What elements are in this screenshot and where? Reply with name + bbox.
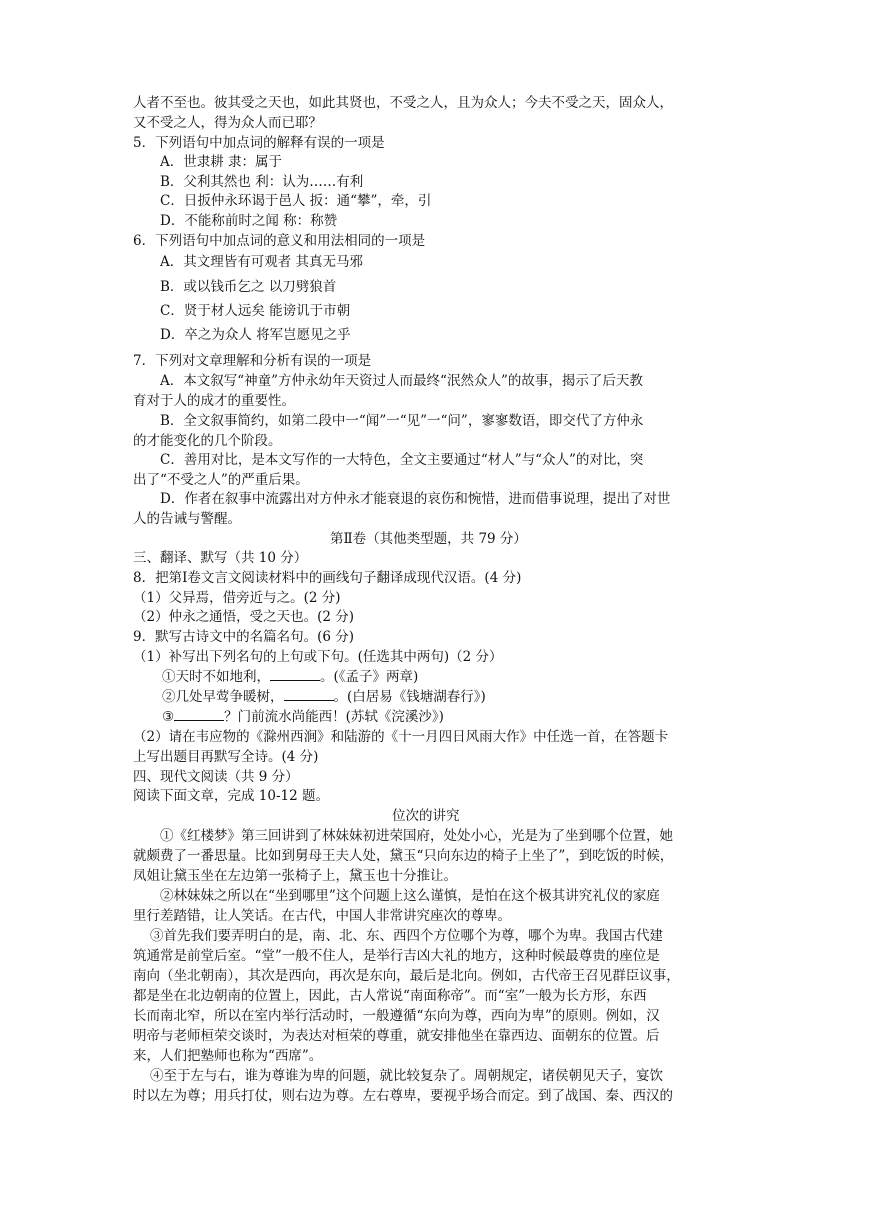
line-text: C．贤于材人远矣 能谤讥于市朝 <box>160 303 351 319</box>
text-line <box>133 947 660 966</box>
text-line <box>133 728 668 747</box>
line-text-tail: 。(《孟子》两章) <box>320 669 419 685</box>
line-text: 都是坐在北边朝南的位置上，因此，古人常说“南面称帝”。而“室”一般为长方形，东西 <box>133 988 647 1004</box>
answer-blank[interactable] <box>270 668 320 681</box>
text-line <box>160 326 351 345</box>
text-line <box>133 232 425 251</box>
text-line <box>160 278 336 297</box>
text-line <box>160 451 643 470</box>
text-line <box>133 608 354 627</box>
line-text: ①《红楼梦》第三回讲到了林妹妹初进荣国府，处处小心，光是为了坐到哪个位置，她 <box>160 828 673 844</box>
text-line <box>133 392 295 411</box>
line-text: 明帝与老师桓荣交谈时，为表达对桓荣的尊重，就安排他坐在靠西边、面朝东的位置。后 <box>133 1028 660 1044</box>
line-text: 第Ⅱ卷（其他类型题，共 79 分） <box>330 531 527 547</box>
text-line <box>133 768 299 787</box>
line-text: B．或以钱币乞之 以刀劈狼首 <box>160 279 337 295</box>
line-text: 四、现代文阅读（共 9 分） <box>133 769 299 785</box>
text-line <box>392 807 460 826</box>
text-line <box>162 668 418 687</box>
answer-blank[interactable] <box>284 688 334 701</box>
text-line <box>160 212 337 231</box>
line-text: 三、翻译、默写（共 10 分） <box>133 550 308 566</box>
text-line <box>133 1087 673 1106</box>
text-line <box>133 569 521 588</box>
line-text: ②林妹妹之所以在“坐到哪里”这个问题上这么谨慎，是怕在这个极其讲究礼仪的家庭 <box>160 888 660 904</box>
line-text: A．世隶耕 隶：属于 <box>160 154 283 170</box>
text-line <box>160 153 282 172</box>
line-text: 人的告诫与警醒。 <box>133 511 241 527</box>
text-line <box>133 432 282 451</box>
line-text: 7．下列对文章理解和分析有误的一项是 <box>133 353 372 369</box>
line-text: 筑通常是前堂后室。“堂”一般不住人，是举行吉凶大礼的地方，这种时候最尊贵的座位是 <box>133 948 660 964</box>
text-line <box>133 134 385 153</box>
line-text: 凤姐让黛玉坐在左边第一张椅子上，黛玉也十分推让。 <box>133 868 457 884</box>
line-text: 的才能变化的几个阶段。 <box>133 433 282 449</box>
line-text: ③首先我们要弄明白的是，南、北、东、西四个方位哪个为尊，哪个为卑。我国古代建 <box>150 928 663 944</box>
text-line <box>330 530 527 549</box>
line-text: 9．默写古诗文中的名篇名句。(6 分) <box>133 629 355 645</box>
line-text: 位次的讲究 <box>392 808 460 824</box>
text-line <box>133 648 503 667</box>
text-line <box>133 787 329 806</box>
text-line <box>133 1007 660 1026</box>
text-line <box>160 827 673 846</box>
line-text: B．全文叙事简约，如第二段中一“闻”一“见”一“问”，寥寥数语，即交代了方仲永 <box>160 413 644 429</box>
text-line <box>160 412 643 431</box>
text-line <box>160 253 363 272</box>
text-line <box>160 372 643 391</box>
text-line <box>133 867 457 886</box>
line-text: 来，人们把塾师也称为“西席”。 <box>133 1048 323 1064</box>
line-text: 长而南北窄，所以在室内举行活动时，一般遵循“东向为尊，西向为卑”的原则。例如，汉 <box>133 1008 660 1024</box>
text-line <box>133 1047 322 1066</box>
line-text: D．不能称前时之闻 称：称赞 <box>160 213 338 229</box>
text-line <box>133 589 341 608</box>
line-text: C．日扳仲永环谒于邑人 扳：通“攀”，牵，引 <box>160 193 432 209</box>
line-text: （2）请在韦应物的《滁州西涧》和陆游的《十一月四日风雨大作》中任选一首，在答题卡 <box>133 729 669 745</box>
line-text: ③ <box>162 709 175 725</box>
line-text: 人者不至也。彼其受之天也，如此其贤也，不受之人，且为众人；今夫不受之天，固众人， <box>133 95 673 111</box>
text-line <box>162 708 444 727</box>
text-line <box>133 748 318 767</box>
line-text: （1）补写出下列名句的上句或下句。(任选其中两句)（2 分） <box>133 649 503 665</box>
line-text: 8．把第Ⅰ卷文言文阅读材料中的画线句子翻译成现代汉语。(4 分) <box>133 570 522 586</box>
text-line <box>160 192 431 211</box>
text-line <box>133 114 322 133</box>
line-text: （1）父异焉，借旁近与之。(2 分) <box>133 590 341 606</box>
line-text: 5．下列语句中加点词的解释有误的一项是 <box>133 135 385 151</box>
line-text: ②几处早莺争暖树， <box>162 689 284 705</box>
line-text: ④至于左与右，谁为尊谁为卑的问题，就比较复杂了。周朝规定，诸侯朝见天子，宴饮 <box>150 1068 663 1084</box>
line-text: B．父利其然也 利：认为……有利 <box>160 174 364 190</box>
line-text: A．其文理皆有可观者 其真无马邪 <box>160 254 364 270</box>
line-text: 育对于人的成才的重要性。 <box>133 393 295 409</box>
text-line <box>133 510 241 529</box>
line-text: 又不受之人，得为众人而已耶？ <box>133 115 322 131</box>
line-text-tail: ？门前流水尚能西！(苏轼《浣溪沙》) <box>224 709 444 725</box>
line-text-tail: 。(白居易《钱塘湖春行》) <box>333 689 486 705</box>
text-line <box>160 302 350 321</box>
line-text: ①天时不如地利， <box>162 669 270 685</box>
text-line <box>133 967 680 986</box>
line-text: （2）仲永之通悟，受之天也。(2 分) <box>133 609 355 625</box>
text-line <box>133 549 307 568</box>
text-line <box>133 94 673 113</box>
text-line <box>162 688 486 707</box>
line-text: 6．下列语句中加点词的意义和用法相同的一项是 <box>133 233 426 249</box>
line-text: D．卒之为众人 将军岂愿见之乎 <box>160 327 351 343</box>
text-line <box>150 927 663 946</box>
text-line <box>160 173 363 192</box>
text-line <box>133 907 511 926</box>
text-line <box>133 628 354 647</box>
text-line <box>133 1027 660 1046</box>
line-text: C．善用对比，是本文写作的一大特色，全文主要通过“材人”与“众人”的对比，突 <box>160 452 644 468</box>
line-text: 南向（坐北朝南），其次是西向，再次是东向，最后是北向。例如，古代帝王召见群臣议事， <box>133 968 680 984</box>
line-text: A．本文叙写“神童”方仲永幼年天资过人而最终“泯然众人”的故事，揭示了后天教 <box>160 373 643 389</box>
line-text: 里行差踏错，让人笑话。在古代，中国人非常讲究座次的尊卑。 <box>133 908 511 924</box>
line-text: 时以左为尊；用兵打仗，则右边为尊。左右尊卑，要视乎场合而定。到了战国、秦、西汉的 <box>133 1088 673 1104</box>
line-text: 出了“不受之人”的严重后果。 <box>133 472 309 488</box>
text-line <box>160 887 660 906</box>
text-line <box>133 471 309 490</box>
text-line <box>160 490 670 509</box>
text-line <box>150 1067 663 1086</box>
text-line <box>133 847 673 866</box>
line-text: 阅读下面文章，完成 10-12 题。 <box>133 788 330 804</box>
line-text: 就颇费了一番思量。比如到舅母王夫人处，黛玉“只向东边的椅子上坐了”，到吃饭的时候， <box>133 848 674 864</box>
line-text: D．作者在叙事中流露出对方仲永才能衰退的哀伤和惋惜，进而借事说理，提出了对世 <box>160 491 671 507</box>
text-line <box>133 352 371 371</box>
line-text: 上写出题目再默写全诗。(4 分) <box>133 749 319 765</box>
text-line <box>133 987 647 1006</box>
answer-blank[interactable] <box>174 708 224 721</box>
